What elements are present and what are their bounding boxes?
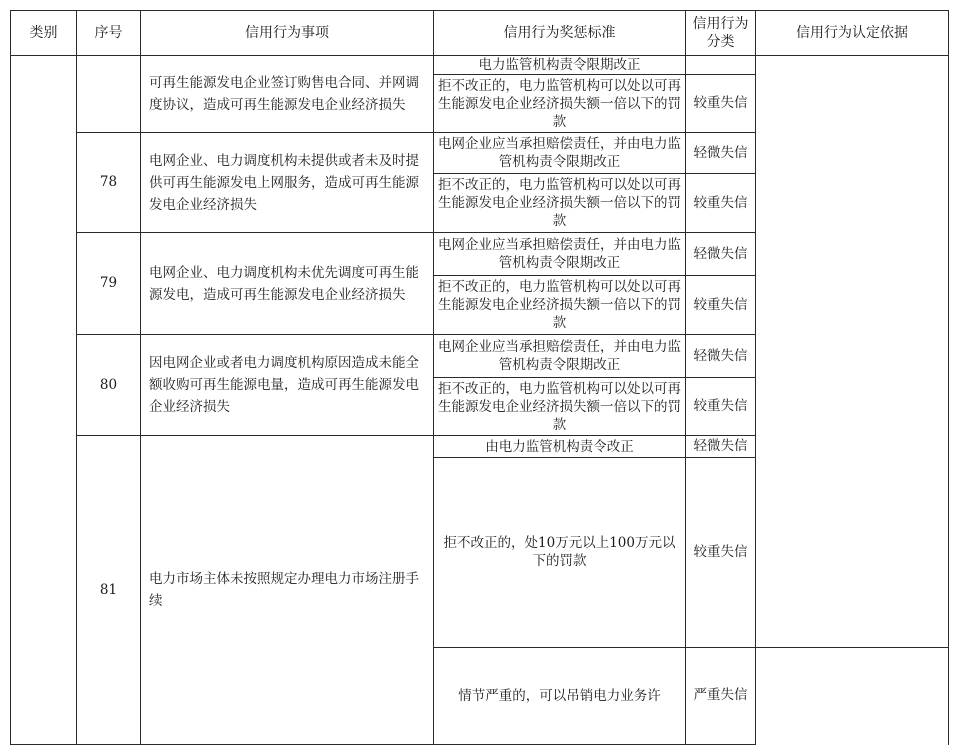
item-cell: 电网企业、电力调度机构未提供或者未及时提供可再生能源发电上网服务，造成可再生能源发电企业经济损失 (141, 133, 434, 233)
standard-cell: 情节严重的，可以吊销电力业务许 (434, 647, 686, 744)
header-item: 信用行为事项 (141, 11, 434, 56)
header-seq: 序号 (77, 11, 141, 56)
header-category: 类别 (11, 11, 77, 56)
table-row (11, 56, 949, 75)
classification-cell: 较重失信 (686, 75, 756, 133)
item-cell: 因电网企业或者电力调度机构原因造成未能全额收购可再生能源电量，造成可再生能源发电企业经济损失 (141, 335, 434, 436)
standard-cell: 电网企业应当承担赔偿责任，并由电力监管机构责令限期改正 (434, 133, 686, 174)
seq-cell: 81 (77, 436, 141, 745)
header-classification: 信用行为分类 (686, 11, 756, 56)
item-cell: 电网企业、电力调度机构未优先调度可再生能源发电，造成可再生能源发电企业经济损失 (141, 233, 434, 335)
standard-cell: 电力监管机构责令限期改正 (434, 56, 686, 75)
header-standard: 信用行为奖惩标准 (434, 11, 686, 56)
seq-cell: 79 (77, 233, 141, 335)
item-cell: 电力市场主体未按照规定办理电力市场注册手续 (141, 436, 434, 745)
header-basis: 信用行为认定依据 (756, 11, 949, 56)
seq-cell (77, 56, 141, 133)
standard-cell: 拒不改正的，电力监管机构可以处以可再生能源发电企业经济损失额一倍以下的罚款 (434, 276, 686, 335)
seq-cell: 80 (77, 335, 141, 436)
standard-cell: 拒不改正的，电力监管机构可以处以可再生能源发电企业经济损失额一倍以下的罚款 (434, 174, 686, 233)
classification-cell: 较重失信 (686, 276, 756, 335)
item-cell: 可再生能源发电企业签订购售电合同、并网调度协议，造成可再生能源发电企业经济损失 (141, 56, 434, 133)
standard-cell: 电网企业应当承担赔偿责任，并由电力监管机构责令限期改正 (434, 233, 686, 276)
category-cell (11, 56, 77, 745)
classification-cell: 严重失信 (686, 647, 756, 744)
classification-cell: 较重失信 (686, 458, 756, 648)
basis-cell-empty (756, 56, 949, 648)
standard-cell: 电网企业应当承担赔偿责任，并由电力监管机构责令限期改正 (434, 335, 686, 378)
standard-cell: 由电力监管机构责令改正 (434, 436, 686, 458)
classification-cell: 轻微失信 (686, 335, 756, 378)
classification-cell: 较重失信 (686, 378, 756, 436)
classification-cell (686, 56, 756, 75)
standard-cell: 拒不改正的，电力监管机构可以处以可再生能源发电企业经济损失额一倍以下的罚款 (434, 75, 686, 133)
classification-cell: 轻微失信 (686, 133, 756, 174)
header-row (11, 11, 949, 56)
classification-cell: 轻微失信 (686, 436, 756, 458)
classification-cell: 轻微失信 (686, 233, 756, 276)
standard-cell: 拒不改正的，电力监管机构可以处以可再生能源发电企业经济损失额一倍以下的罚款 (434, 378, 686, 436)
credit-behavior-table (10, 10, 949, 745)
seq-cell: 78 (77, 133, 141, 233)
classification-cell: 较重失信 (686, 174, 756, 233)
standard-cell: 拒不改正的，处10万元以上100万元以下的罚款 (434, 458, 686, 648)
